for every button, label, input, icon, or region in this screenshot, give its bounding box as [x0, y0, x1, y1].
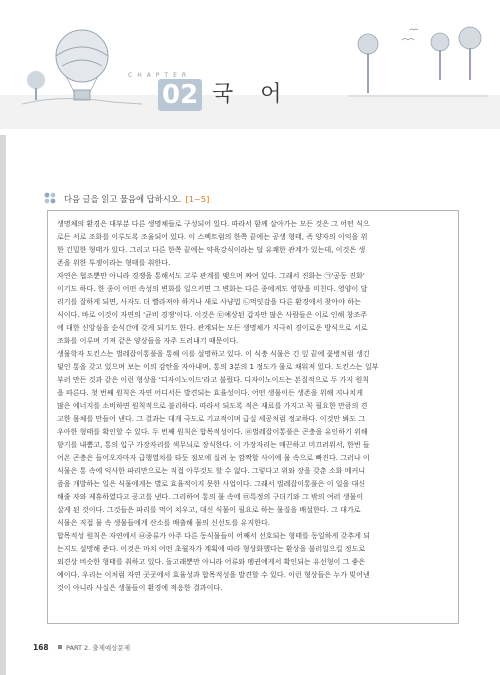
instruction-text: 다음 글을 읽고 물음에 답하시오.	[64, 194, 182, 204]
passage-line: 우아한 형태를 확인할 수 있다. 두 번째 원칙은 합목적성이다. ㉣벌레잡이통풀은 곤충을 유인하기 위해	[57, 426, 368, 436]
passage-line: 는지도 설명해 준다. 이것은 마치 어떤 초월자가 계획에 따라 형상화했다는 환상을 불러일으킬 정도로	[57, 543, 366, 553]
passage-line: 로든 서로 조화를 이루도록 조율되어 있다. 이 스펙트럼의 한쪽 끝에는 공생 형태, 즉 양자의 이익을 위	[57, 231, 368, 241]
passage-line: 외견상 비슷한 형태를 취하고 있다. 돌고래뿐만 아니라 어류와 펭귄에게서 확인되는 유선형이 그 좋은	[57, 556, 366, 566]
page-number: 168	[33, 643, 49, 652]
chapter-header	[0, 0, 500, 135]
question-instruction	[64, 193, 209, 205]
passage-line: 조화를 이루며 기져 같은 양상들을 자주 드러내기 때문이다.	[57, 335, 239, 345]
passage-line: 한 긴밀한 형태가 있다. 그리고 다른 한쪽 끝에는 약육강식이라는 덜 유쾌한 관계가 있는데, 이것은 생	[57, 244, 366, 254]
passage-line: 이기도 하다. 한 종이 어떤 속성의 변화를 일으키면 그 변화는 다른 종에게도 영향을 미친다. 영양이 달	[57, 283, 368, 293]
balloon-illustration-icon	[22, 18, 142, 108]
chapter-label: CHAPTER	[128, 72, 192, 79]
passage-line: 해줄 자와 제휴하였다고 공고를 낸다. 그리하여 통의 물 속에 ㉤특정의 구더기와 그 밖의 여러 생물이	[57, 491, 364, 501]
passage-line: 덫인 통을 갖고 있으며 보는 이의 감탄을 자아내며, 통의 3분의 1 정도가 물로 채워져 있다. 도킨스는 일부	[57, 361, 379, 371]
passage-line: 식물은 직접 물 속 생물들에게 산소를 배출해 물의 신선도를 유지한다.	[57, 517, 271, 527]
chapter-title: 국 어	[212, 82, 292, 107]
passage-line: 것이 아니라 사실은 생물들이 환경에 적응한 결과이다.	[57, 582, 223, 592]
passage-line: 리기를 잘하게 되면, 사자도 더 빨라져야 하거나 새로 사냥법 ㉡먹잇감을 다른 환경에서 찾아야 하는	[57, 296, 361, 306]
footer-square-icon	[58, 645, 62, 649]
passage-line: 생물학자 도킨스는 벌레잡이통풀을 통해 이를 설명하고 있다. 이 식충 식물은 긴 잎 끝에 꽃병처럼 생긴	[57, 348, 370, 358]
passage-line: 생명체의 환경은 대부분 다른 생명체들로 구성되어 있다. 따라서 함께 살아가는 모든 것은 그 어떤 식으	[57, 219, 370, 228]
passage-line: 예이다. 우리는 이처럼 자연 곳곳에서 효율성과 합목적성을 발견할 수 있다. 이런 형상들은 누가 빚어낸	[57, 569, 370, 579]
passage-line: 고한 몸체를 만들어 낸다. 그 결과는 대개 극도로 기교적이며 급실 세공처럼 정교하다. 이것만 봐도 그	[57, 413, 366, 423]
passage-line: 부러 만든 것과 같은 이런 형상을 '디자이노이드'라고 불렀다. 디자이노이드는 본질적으로 두 가지 원칙	[57, 374, 370, 384]
passage-line: 을 따른다. 첫 번째 원칙은 자연 어디서든 발견되는 효율성이다. 어떤 생물이든 생존을 위해 지나치게	[57, 387, 363, 397]
passage-line: 식물은 통 속에 익사한 파리만으로는 직접 아무것도 할 수 없다. 그렇다고 위와 장을 갖춘 소화 메커니	[57, 465, 366, 475]
chapter-number: 02	[158, 79, 202, 111]
passage-line: 합목적성 원칙은 자연에서 ㉥종류가 아주 다른 동식물들이 어째서 선호되는 형태를 동일하게 갖추게 되	[57, 530, 371, 540]
dots-bullet-icon	[44, 192, 58, 204]
passage-line: 자연은 협조뿐만 아니라 경쟁을 통해서도 고루 관계를 맺으며 짜여 있다. 그래서 진화는 ㉠'공동 진화'	[57, 270, 365, 280]
passage-line: 식이다. 바로 이것이 자연의 '균비 경쟁'이다. 이것은 ㉢예상된 갑자만 많은 사람들은 이로 인해 창조주	[57, 309, 368, 319]
trees-illustration-icon	[348, 22, 488, 102]
passage-line: 향기를 내뿜고, 통의 입구 가장자리를 색무늬로 장식한다. 이 가장자리는 매끈하고 미끄러워서, 한번 들	[57, 439, 370, 449]
footer-section: PART 2. 출제예상문제	[66, 644, 130, 652]
reading-passage	[57, 218, 451, 595]
passage-line: 즘을 개발하는 일은 식물에게는 별로 효율적이지 못한 사업이다. 그래서 벌레잡이통풀은 이 일을 대신	[57, 478, 366, 488]
passage-line: 존을 위한 투쟁이라는 형태를 취한다.	[57, 257, 171, 267]
passage-line: 살게 된 것이다. 그것들은 파리를 먹어 치우고, 대신 식물이 필요로 하는 물질을 배설한다. 그 대가로	[57, 504, 361, 514]
passage-line: 에 대한 신앙심을 순식간에 갖게 되기도 한다. 관계되는 모든 생명체가 지극히 경이로운 방식으로 서로	[57, 322, 368, 332]
passage-line: 많은 에너지를 소비하면 원칙적으로 불리하다. 따라서 되도록 적은 재료를 가지고 꼭 필요한 만큼의 견	[57, 400, 368, 410]
passage-line: 어온 곤충은 들어오자마자 급행열차를 타듯 점모에 실려 눈 깜짝할 사이에 물 속으로 빠진다. 그러나 이	[57, 452, 370, 462]
question-range: [1~5]	[185, 194, 210, 204]
